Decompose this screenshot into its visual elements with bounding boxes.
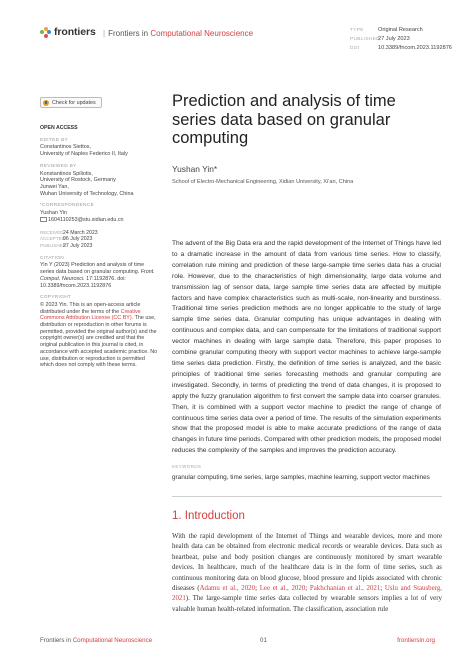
journal-title[interactable] [101,29,253,38]
article-author[interactable]: Yushan Yin* [172,164,218,174]
reviewer-affiliation: University of Rostock, Germany [40,177,116,184]
published-label: PUBLISHED [350,37,380,42]
check-for-updates-label: Check for updates [52,99,96,106]
doi-link[interactable]: 10.3389/fncom.2023.1192876 [378,45,452,51]
editor-affiliation: University of Naples Federico II, Italy [40,151,128,158]
intro-body-continued: ). The large-sample time series data collected by wearable sensors implies a lot of very valuable human health-related information. The classification, association rule [172,595,442,613]
citation-separator: ; [305,585,310,593]
license-link[interactable]: Creative Commons Attribution License (CC BY). [40,308,141,322]
open-access-label: OPEN ACCESS [40,125,78,131]
reviewer-name: Junwei Yan, [40,183,69,190]
type-value: Original Research [378,27,423,33]
article-title: Prediction and analysis of time series data based on granular computing [172,92,396,147]
updates-icon [43,100,49,106]
author-affiliation: School of Electro-Mechanical Engineering, Xidian University, Xi'an, China [172,179,354,185]
correspondence-block [40,203,158,223]
footer-site-link[interactable]: frontiersin.org [397,637,435,644]
citation-separator: ; [380,585,385,593]
doi-label: DOI [350,46,360,51]
correspondence-email[interactable]: 1604110253@stu.xidian.edu.cn [48,216,124,223]
copyright-label: COPYRIGHT [40,295,72,301]
reviewer-name: Konstantinos Spiliotis, [40,170,93,177]
email-icon [40,217,47,223]
citation-link[interactable]: Lee et al., 2020 [259,585,306,593]
frontiers-logo-icon [40,27,51,38]
edited-by-label: EDITED BY [40,137,69,143]
check-for-updates-button[interactable] [40,97,102,108]
dates-block [40,230,158,250]
correspondence-name: Yushan Yin [40,210,67,217]
journal-prefix: Frontiers in [108,29,149,38]
footer-journal[interactable] [40,637,152,644]
correspondence-label: *CORRESPONDENCE [40,203,95,209]
published-date: 27 July 2023 [63,243,93,250]
footer-journal-prefix: Frontiers in [40,637,71,644]
reviewed-by-block [40,164,158,198]
copyright-terms: The use, distribution or reproduction in other forums is permitted, provided the original author(s) and the copyright owner(s) are credited and that the original publication in this journal is cited, in accordance with accepted academic practice. No use, distribution or reproduction is permitted which does not comply with these terms. [40,315,158,369]
received-label: RECEIVED [40,229,64,235]
citation-link[interactable]: Uslu and Stausberg, 2021 [172,585,443,603]
citation-block [40,256,158,290]
citation-journal: Front. Comput. Neurosci. [40,269,155,282]
section-heading-introduction: 1. Introduction [172,510,245,522]
citation-doi[interactable]: doi: 10.3389/fncom.2023.1192876 [40,275,126,289]
copyright-block [40,295,158,369]
article-meta [350,26,452,53]
citation-volume: 17:1192876. [86,275,116,282]
header-divider: | [103,29,106,38]
citation-main: Yin Y (2023) Prediction and analysis of time series data based on granular computing. [40,262,145,276]
published-value: 27 July 2023 [378,36,410,42]
abstract: The advent of the Big Data era and the rapid development of the Internet of Things have led to a dramatic increase in the amount of data from various time series. How to classify, correlation rule mining and prediction of these large-sample time series data has a crucial role. However, due to the characteristics of high dimensionality, large data volume and transmission lag of sensor data, large sample time series data are affected by multiple factors and have complex characteristics such as multi-scale, non-linearity and burstiness. Traditional time series prediction methods are no longer applicable to the study of large sample time series data. Granular computing has unique advantages in dealing with continuous and complex data, and can compensate for the limitations of traditional support vector machines in dealing with large sample data. Therefore, this paper proposes to combine granular computing theory with support vector machines to achieve large-sample time series data prediction. Firstly, the definition of time series is analyzed, and the basic principles of traditional time series forecasting methods and granular computing are investigated. Secondly, in terms of predicting the trend of data changes, it is proposed to apply the fuzzy granulation algorithm to first convert the sample data into coarser granules. Then, it is combined with a support vector machine to predict the range of change of continuous time series data over a period of time. The results of the simulation experiments show that the proposed model is able to make accurate predictions of the range of data changes in future time periods. Compared with other prediction models, the proposed model reduces the complexity of the samples and improves the prediction accuracy. [172,240,441,455]
type-label: TYPE [350,28,364,33]
citation-separator: ; [255,585,260,593]
introduction-text [172,532,442,615]
edited-by-block [40,138,158,158]
brand-name: frontiers [54,26,96,38]
frontiers-logo[interactable] [40,26,96,38]
copyright-text [40,302,158,369]
accepted-date: 06 July 2023 [63,236,93,243]
citation-link[interactable]: Adamu et al., 2020 [199,585,256,593]
citation-label: CITATION [40,255,65,261]
received-date: 24 March 2023 [63,229,98,236]
published-label: PUBLISHED [40,243,67,249]
article-sidebar [40,125,158,375]
section-divider [172,496,442,497]
footer-journal-name: Computational Neuroscience [72,637,153,644]
copyright-intro: © 2023 Yin. This is an open-access article distributed under the terms of the [40,301,141,315]
intro-body: With the rapid development of the Internet of Things and wearable devices, more and more health data can be obtained from electronic medical records or wearable devices. Data such as heartbeat, pulse and body position changes are continuously monitored by smart wearable devices. In healthcare, much of the healthcare data is in the form of time series, such as continuous monitoring data on blood glucose, blood pressure and lipids associated with chronic diseases ( [172,533,442,593]
keywords: granular computing, time series, large samples, machine learning, support vector machines [172,474,430,481]
reviewed-by-label: REVIEWED BY [40,163,77,169]
citation-link[interactable]: Pakhchanian et al., 2021 [309,585,381,593]
editor-name: Constantinos Siettos, [40,144,91,151]
citation-text [40,262,158,289]
page-number: 01 [260,637,267,644]
reviewer-affiliation: Wuhan University of Technology, China [40,190,134,197]
journal-name: Computational Neuroscience [150,29,254,38]
keywords-label: KEYWORDS [172,464,202,469]
accepted-label: ACCEPTED [40,236,66,242]
